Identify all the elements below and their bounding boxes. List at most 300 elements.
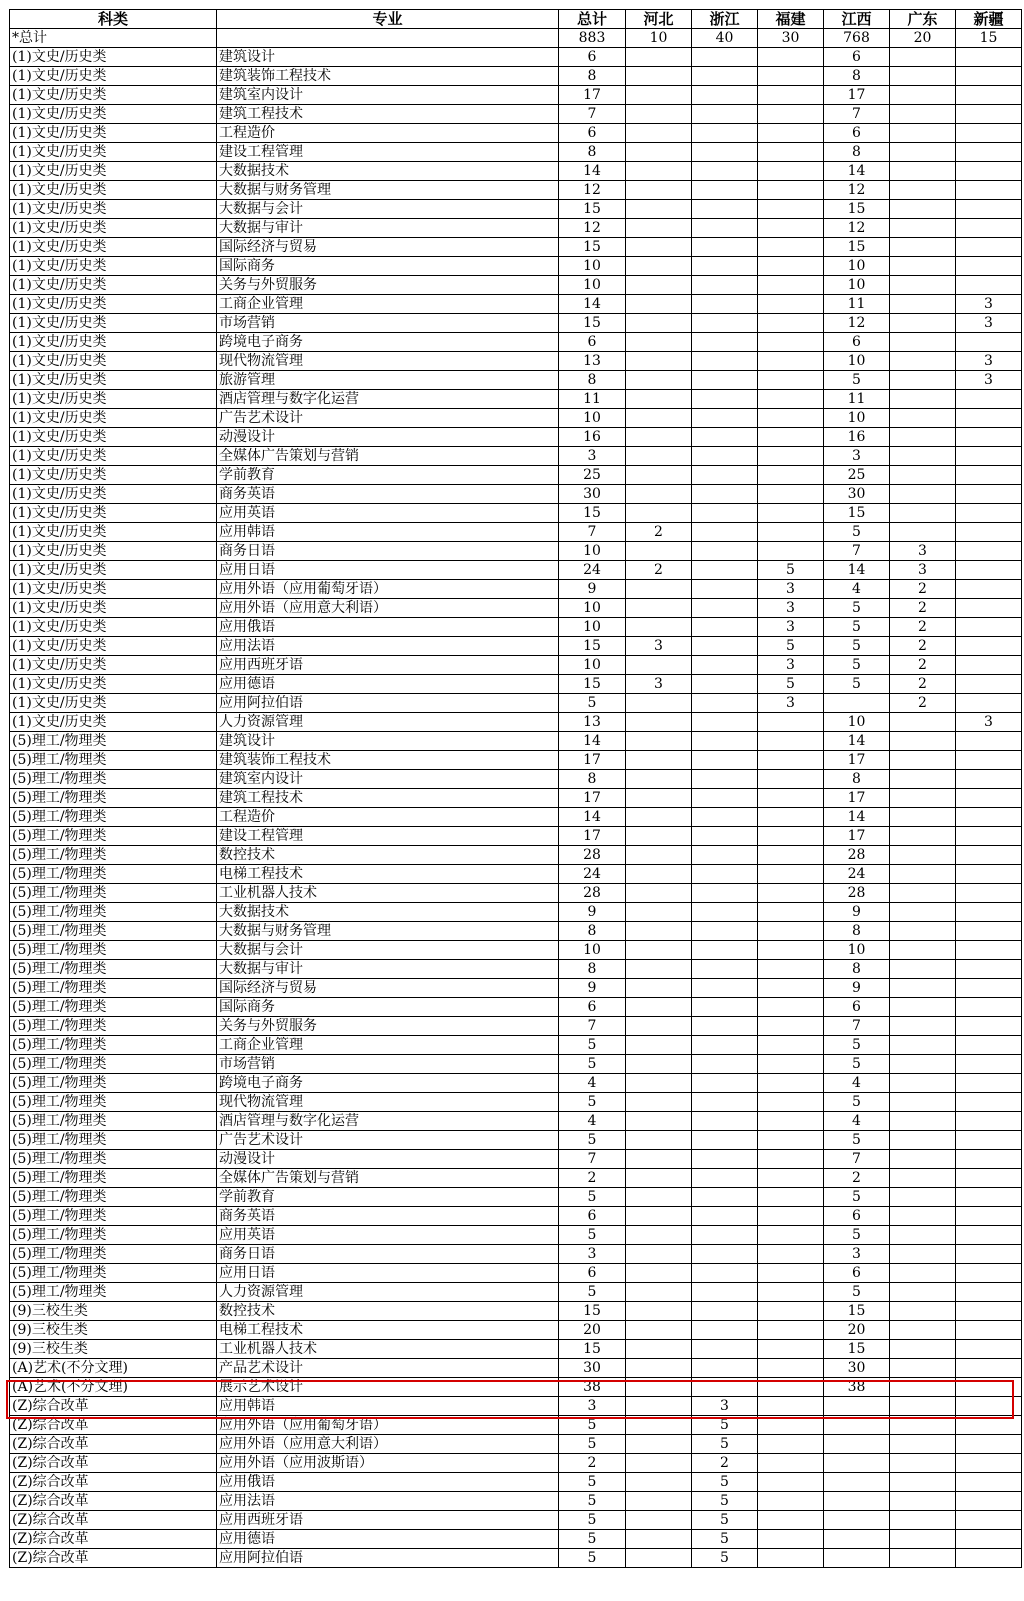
cell-fujian [758,352,824,371]
cell-guangdong [890,979,956,998]
cell-xinjiang [956,865,1022,884]
cell-xinjiang [956,979,1022,998]
cell-fujian [758,523,824,542]
cell-total: 5 [559,694,626,713]
cell-total: 5 [559,1549,626,1568]
cell-major: 大数据与财务管理 [217,922,559,941]
cell-fujian: 5 [758,637,824,656]
table-row [10,1283,1022,1302]
cell-major: 应用德语 [217,1530,559,1549]
cell-hebei [626,1359,692,1378]
cell-xinjiang [956,1245,1022,1264]
cell-guangdong [890,1473,956,1492]
cell-jiangxi: 17 [824,789,890,808]
table-row [10,390,1022,409]
cell-guangdong [890,1454,956,1473]
cell-total: 10 [559,599,626,618]
cell-fujian [758,1530,824,1549]
cell-fujian [758,1207,824,1226]
cell-fujian [758,1150,824,1169]
cell-xinjiang [956,1188,1022,1207]
cell-fujian [758,485,824,504]
cell-total: 38 [559,1378,626,1397]
cell-major: 人力资源管理 [217,1283,559,1302]
cell-total: 17 [559,751,626,770]
cell-jiangxi: 11 [824,390,890,409]
cell-guangdong [890,1055,956,1074]
cell-guangdong [890,124,956,143]
cell-xinjiang [956,827,1022,846]
table-row [10,542,1022,561]
cell-jiangxi: 4 [824,1112,890,1131]
cell-hebei [626,884,692,903]
cell-fujian [758,1264,824,1283]
cell-fujian [758,1074,824,1093]
cell-major: 广告艺术设计 [217,1131,559,1150]
cell-hebei [626,1473,692,1492]
cell-zhejiang [692,428,758,447]
cell-total: 3 [559,447,626,466]
cell-major: 商务英语 [217,1207,559,1226]
cell-jiangxi [824,1492,890,1511]
cell-category: (1)文史/历史类 [10,333,217,352]
table-row [10,1397,1022,1416]
cell-major: 应用英语 [217,1226,559,1245]
cell-major: 应用德语 [217,675,559,694]
cell-total: 9 [559,979,626,998]
cell-fujian [758,162,824,181]
cell-jiangxi: 10 [824,352,890,371]
table-row [10,257,1022,276]
cell-zhejiang [692,276,758,295]
cell-hebei [626,960,692,979]
cell-hebei [626,1017,692,1036]
cell-fujian [758,1511,824,1530]
cell-guangdong: 3 [890,561,956,580]
cell-zhejiang [692,599,758,618]
cell-hebei [626,1321,692,1340]
cell-xinjiang: 3 [956,352,1022,371]
cell-xinjiang [956,770,1022,789]
cell-zhejiang [692,846,758,865]
cell-jiangxi: 15 [824,504,890,523]
cell-total: 13 [559,352,626,371]
cell-zhejiang [692,960,758,979]
cell-jiangxi: 5 [824,1283,890,1302]
cell-hebei [626,447,692,466]
cell-fujian [758,48,824,67]
cell-category: (1)文史/历史类 [10,238,217,257]
cell-major: 商务日语 [217,542,559,561]
cell-jiangxi [824,1416,890,1435]
cell-total: 14 [559,732,626,751]
cell-hebei [626,143,692,162]
cell-zhejiang: 5 [692,1511,758,1530]
cell-fujian [758,1131,824,1150]
table-row [10,865,1022,884]
cell-total: 28 [559,846,626,865]
table-row [10,656,1022,675]
cell-total: 883 [559,29,626,48]
table-row [10,1302,1022,1321]
cell-hebei [626,1226,692,1245]
cell-fujian [758,143,824,162]
cell-fujian [758,1321,824,1340]
cell-jiangxi: 5 [824,656,890,675]
table-row [10,466,1022,485]
cell-category: (1)文史/历史类 [10,618,217,637]
cell-category: (5)理工/物理类 [10,808,217,827]
cell-guangdong [890,352,956,371]
cell-zhejiang [692,333,758,352]
cell-jiangxi: 30 [824,485,890,504]
header-province-zhejiang: 浙江 [692,10,758,29]
table-row [10,1055,1022,1074]
cell-xinjiang [956,1435,1022,1454]
cell-hebei [626,67,692,86]
table-row [10,979,1022,998]
cell-jiangxi: 17 [824,751,890,770]
cell-jiangxi: 10 [824,941,890,960]
cell-major: 应用法语 [217,1492,559,1511]
cell-zhejiang: 3 [692,1397,758,1416]
cell-fujian [758,314,824,333]
cell-zhejiang [692,1302,758,1321]
cell-fujian [758,1093,824,1112]
cell-jiangxi: 8 [824,922,890,941]
cell-guangdong [890,143,956,162]
cell-fujian [758,219,824,238]
cell-total: 8 [559,67,626,86]
cell-zhejiang [692,922,758,941]
cell-major: 应用外语（应用意大利语） [217,1435,559,1454]
cell-category: (1)文史/历史类 [10,257,217,276]
cell-zhejiang [692,1093,758,1112]
table-row [10,903,1022,922]
cell-jiangxi: 14 [824,561,890,580]
cell-jiangxi: 7 [824,105,890,124]
table-row [10,1036,1022,1055]
cell-zhejiang [692,1131,758,1150]
cell-xinjiang [956,390,1022,409]
cell-fujian [758,941,824,960]
cell-total: 8 [559,960,626,979]
cell-major: 跨境电子商务 [217,333,559,352]
cell-category: (1)文史/历史类 [10,105,217,124]
cell-guangdong: 2 [890,694,956,713]
cell-guangdong [890,447,956,466]
cell-jiangxi: 9 [824,979,890,998]
cell-zhejiang [692,105,758,124]
cell-total: 8 [559,371,626,390]
cell-xinjiang [956,1416,1022,1435]
cell-jiangxi: 6 [824,1264,890,1283]
cell-zhejiang [692,1074,758,1093]
cell-category: (1)文史/历史类 [10,694,217,713]
table-row [10,485,1022,504]
cell-guangdong [890,504,956,523]
cell-jiangxi: 8 [824,770,890,789]
cell-total: 4 [559,1074,626,1093]
cell-guangdong [890,485,956,504]
cell-xinjiang [956,447,1022,466]
cell-total: 10 [559,409,626,428]
cell-category: (5)理工/物理类 [10,1017,217,1036]
cell-category: (1)文史/历史类 [10,48,217,67]
cell-major: 应用外语（应用葡萄牙语） [217,1416,559,1435]
cell-jiangxi: 5 [824,618,890,637]
cell-xinjiang [956,238,1022,257]
cell-xinjiang [956,1473,1022,1492]
cell-category: (1)文史/历史类 [10,371,217,390]
table-row [10,371,1022,390]
cell-category: (1)文史/历史类 [10,599,217,618]
table-row [10,713,1022,732]
cell-xinjiang: 3 [956,371,1022,390]
cell-fujian [758,200,824,219]
cell-hebei [626,903,692,922]
cell-jiangxi: 12 [824,181,890,200]
cell-hebei [626,865,692,884]
cell-total: 10 [559,618,626,637]
cell-major: 应用俄语 [217,618,559,637]
cell-xinjiang [956,105,1022,124]
cell-xinjiang [956,941,1022,960]
cell-zhejiang [692,1112,758,1131]
cell-hebei [626,1397,692,1416]
cell-category: (5)理工/物理类 [10,1283,217,1302]
cell-total: 14 [559,295,626,314]
cell-hebei [626,1340,692,1359]
cell-major: 动漫设计 [217,1150,559,1169]
cell-hebei [626,295,692,314]
header-row [10,10,1022,29]
cell-hebei [626,580,692,599]
cell-fujian: 5 [758,561,824,580]
cell-zhejiang [692,371,758,390]
cell-total: 17 [559,86,626,105]
cell-category: (1)文史/历史类 [10,181,217,200]
cell-fujian [758,1112,824,1131]
cell-xinjiang [956,162,1022,181]
cell-major: 数控技术 [217,846,559,865]
cell-xinjiang [956,1131,1022,1150]
table-row [10,29,1022,48]
cell-guangdong [890,1397,956,1416]
cell-guangdong [890,428,956,447]
cell-fujian [758,1359,824,1378]
cell-jiangxi: 5 [824,637,890,656]
cell-jiangxi: 9 [824,903,890,922]
cell-xinjiang [956,1150,1022,1169]
cell-guangdong [890,1150,956,1169]
table-row [10,1530,1022,1549]
cell-major: 建设工程管理 [217,827,559,846]
cell-hebei [626,105,692,124]
cell-hebei [626,1245,692,1264]
table-row [10,1112,1022,1131]
cell-hebei [626,504,692,523]
cell-hebei [626,656,692,675]
cell-guangdong [890,1416,956,1435]
table-row [10,846,1022,865]
cell-category: (5)理工/物理类 [10,732,217,751]
cell-major: 电梯工程技术 [217,1321,559,1340]
cell-major: 商务日语 [217,1245,559,1264]
cell-zhejiang [692,808,758,827]
cell-major: 建筑装饰工程技术 [217,67,559,86]
cell-jiangxi: 20 [824,1321,890,1340]
cell-fujian [758,1283,824,1302]
cell-major: 市场营销 [217,314,559,333]
cell-xinjiang [956,1226,1022,1245]
header-major: 专业 [217,10,559,29]
cell-xinjiang [956,675,1022,694]
cell-category: (9)三校生类 [10,1302,217,1321]
cell-guangdong: 2 [890,599,956,618]
cell-zhejiang [692,561,758,580]
cell-guangdong [890,371,956,390]
cell-major: 国际经济与贸易 [217,979,559,998]
cell-fujian [758,447,824,466]
cell-hebei [626,979,692,998]
cell-hebei: 2 [626,561,692,580]
cell-fujian [758,1416,824,1435]
table-row [10,1074,1022,1093]
cell-jiangxi: 10 [824,409,890,428]
cell-jiangxi: 3 [824,1245,890,1264]
cell-guangdong [890,1131,956,1150]
cell-xinjiang [956,561,1022,580]
table-row [10,884,1022,903]
cell-hebei [626,352,692,371]
cell-category: (Z)综合改革 [10,1397,217,1416]
cell-jiangxi: 6 [824,48,890,67]
cell-total: 24 [559,561,626,580]
cell-guangdong: 2 [890,656,956,675]
cell-hebei [626,1169,692,1188]
cell-fujian [758,1492,824,1511]
cell-total: 15 [559,200,626,219]
cell-total: 5 [559,1188,626,1207]
cell-jiangxi: 12 [824,314,890,333]
cell-jiangxi: 7 [824,542,890,561]
cell-zhejiang [692,447,758,466]
cell-fujian [758,1454,824,1473]
cell-hebei [626,219,692,238]
cell-total: 6 [559,124,626,143]
cell-major: 关务与外贸服务 [217,276,559,295]
cell-total: 3 [559,1397,626,1416]
cell-fujian [758,808,824,827]
cell-major: 全媒体广告策划与营销 [217,447,559,466]
cell-fujian: 5 [758,675,824,694]
cell-hebei [626,1207,692,1226]
cell-xinjiang [956,504,1022,523]
cell-major: 应用西班牙语 [217,656,559,675]
cell-category: (1)文史/历史类 [10,580,217,599]
cell-xinjiang [956,599,1022,618]
cell-major: 学前教育 [217,1188,559,1207]
cell-jiangxi: 5 [824,599,890,618]
table-row [10,219,1022,238]
cell-guangdong [890,1169,956,1188]
cell-total: 10 [559,257,626,276]
cell-jiangxi: 28 [824,846,890,865]
cell-total: 15 [559,504,626,523]
cell-guangdong [890,713,956,732]
header-province-guangdong: 广东 [890,10,956,29]
cell-hebei [626,789,692,808]
cell-guangdong [890,1492,956,1511]
cell-category: (5)理工/物理类 [10,1036,217,1055]
cell-guangdong [890,409,956,428]
cell-hebei [626,1188,692,1207]
table-row [10,770,1022,789]
cell-major: 应用俄语 [217,1473,559,1492]
cell-guangdong [890,789,956,808]
cell-jiangxi: 2 [824,1169,890,1188]
table-row [10,1150,1022,1169]
cell-hebei [626,1264,692,1283]
cell-zhejiang [692,580,758,599]
cell-total: 13 [559,713,626,732]
cell-guangdong [890,1264,956,1283]
cell-zhejiang [692,485,758,504]
enrollment-plan-table [9,9,1022,1568]
cell-xinjiang [956,732,1022,751]
cell-category: (1)文史/历史类 [10,542,217,561]
cell-category: (1)文史/历史类 [10,447,217,466]
cell-jiangxi: 6 [824,333,890,352]
cell-fujian [758,960,824,979]
cell-fujian: 3 [758,694,824,713]
cell-xinjiang [956,1207,1022,1226]
cell-hebei [626,181,692,200]
cell-guangdong: 2 [890,675,956,694]
cell-hebei [626,1036,692,1055]
cell-hebei: 3 [626,637,692,656]
cell-jiangxi: 8 [824,67,890,86]
cell-xinjiang [956,884,1022,903]
cell-fujian [758,1169,824,1188]
table-row [10,1416,1022,1435]
cell-xinjiang [956,485,1022,504]
cell-zhejiang [692,466,758,485]
cell-hebei [626,371,692,390]
cell-hebei [626,333,692,352]
cell-major: 全媒体广告策划与营销 [217,1169,559,1188]
cell-total: 2 [559,1454,626,1473]
cell-guangdong [890,808,956,827]
cell-category: (5)理工/物理类 [10,1207,217,1226]
cell-category: (1)文史/历史类 [10,219,217,238]
cell-guangdong [890,1245,956,1264]
cell-xinjiang [956,1055,1022,1074]
cell-guangdong [890,922,956,941]
table-row [10,1264,1022,1283]
cell-jiangxi: 3 [824,447,890,466]
cell-category: (1)文史/历史类 [10,485,217,504]
cell-hebei [626,1511,692,1530]
cell-jiangxi [824,1511,890,1530]
cell-hebei [626,390,692,409]
table-row [10,1492,1022,1511]
cell-hebei [626,1530,692,1549]
cell-fujian: 30 [758,29,824,48]
cell-category: (5)理工/物理类 [10,827,217,846]
cell-fujian [758,827,824,846]
